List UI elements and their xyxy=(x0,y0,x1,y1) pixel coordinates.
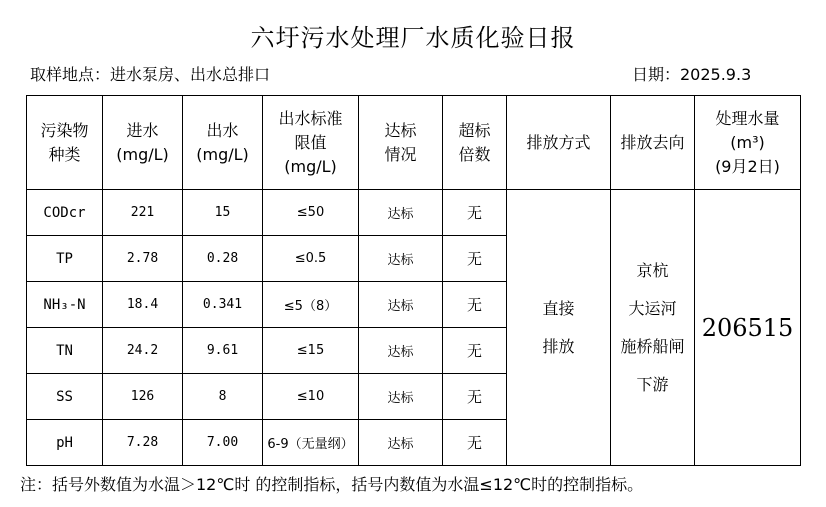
header-pollutant: 污染物 种类 xyxy=(27,96,103,190)
exceed-multiple: 无 xyxy=(443,420,507,466)
header-influent: 进水 (mg/L) xyxy=(103,96,183,190)
header-flow: 处理水量 (m³) (9月2日) xyxy=(695,96,801,190)
pollutant-name: SS xyxy=(27,374,103,420)
standard-limit: ≤50 xyxy=(263,190,359,236)
header-effluent: 出水 (mg/L) xyxy=(183,96,263,190)
effluent-value: 0.341 xyxy=(183,282,263,328)
compliance-status: 达标 xyxy=(359,328,443,374)
compliance-status: 达标 xyxy=(359,374,443,420)
treated-flow-value: 206515 xyxy=(695,190,801,466)
standard-limit: ≤15 xyxy=(263,328,359,374)
pollutant-name: TN xyxy=(27,328,103,374)
influent-value: 221 xyxy=(103,190,183,236)
exceed-multiple: 无 xyxy=(443,374,507,420)
standard-limit: 6-9（无量纲） xyxy=(263,420,359,466)
header-compliance: 达标 情况 xyxy=(359,96,443,190)
report-title: 六圩污水处理厂水质化验日报 xyxy=(250,24,576,52)
exceed-multiple: 无 xyxy=(443,282,507,328)
influent-value: 18.4 xyxy=(103,282,183,328)
exceed-multiple: 无 xyxy=(443,328,507,374)
compliance-status: 达标 xyxy=(359,282,443,328)
exceed-multiple: 无 xyxy=(443,236,507,282)
compliance-status: 达标 xyxy=(359,420,443,466)
effluent-value: 8 xyxy=(183,374,263,420)
effluent-value: 9.61 xyxy=(183,328,263,374)
compliance-status: 达标 xyxy=(359,190,443,236)
effluent-value: 15 xyxy=(183,190,263,236)
header-exceed: 超标 倍数 xyxy=(443,96,507,190)
exceed-multiple: 无 xyxy=(443,190,507,236)
header-standard: 出水标准 限值 (mg/L) xyxy=(263,96,359,190)
pollutant-name: NH₃-N xyxy=(27,282,103,328)
effluent-value: 0.28 xyxy=(183,236,263,282)
standard-limit: ≤0.5 xyxy=(263,236,359,282)
report-date: 日期：2025.9.3 xyxy=(632,65,752,84)
standard-limit: ≤10 xyxy=(263,374,359,420)
pollutant-name: pH xyxy=(27,420,103,466)
influent-value: 7.28 xyxy=(103,420,183,466)
influent-value: 24.2 xyxy=(103,328,183,374)
compliance-status: 达标 xyxy=(359,236,443,282)
influent-value: 126 xyxy=(103,374,183,420)
footnote: 注：括号外数值为水温＞12℃时 的控制指标，括号内数值为水温≤12℃时的控制指标。 xyxy=(20,475,644,494)
standard-limit: ≤5（8） xyxy=(263,282,359,328)
discharge-destination: 京杭 大运河 施桥船闸 下游 xyxy=(611,190,695,466)
influent-value: 2.78 xyxy=(103,236,183,282)
discharge-method: 直接 排放 xyxy=(507,190,611,466)
effluent-value: 7.00 xyxy=(183,420,263,466)
header-discharge-method: 排放方式 xyxy=(507,96,611,190)
header-row xyxy=(27,96,801,190)
sampling-location: 取样地点：进水泵房、出水总排口 xyxy=(30,65,271,84)
header-discharge-dest: 排放去向 xyxy=(611,96,695,190)
water-quality-table xyxy=(26,95,801,466)
table-row xyxy=(27,190,801,236)
pollutant-name: CODcr xyxy=(27,190,103,236)
pollutant-name: TP xyxy=(27,236,103,282)
